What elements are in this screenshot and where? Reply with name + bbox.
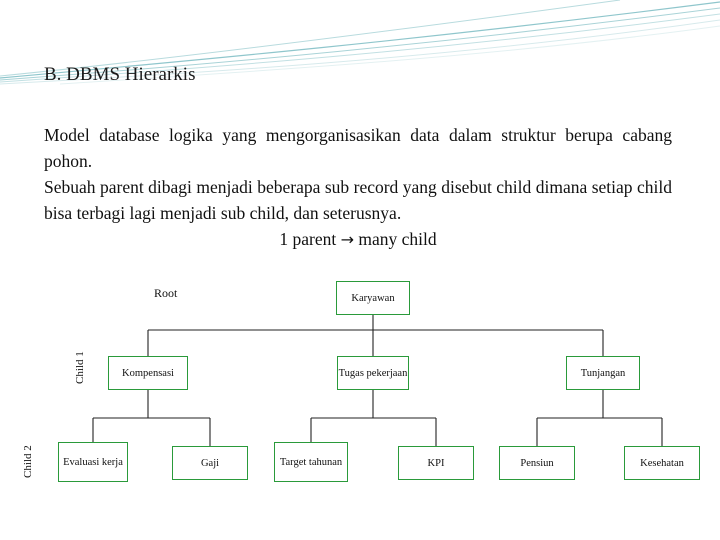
node-evaluasi-kerja: Evaluasi kerja xyxy=(58,442,128,482)
node-kpi: KPI xyxy=(398,446,474,480)
node-pensiun: Pensiun xyxy=(499,446,575,480)
node-tunjangan: Tunjangan xyxy=(566,356,640,390)
relation-right: many child xyxy=(358,229,437,249)
node-tugas-pekerjaan: Tugas pekerjaan xyxy=(337,356,409,390)
node-gaji: Gaji xyxy=(172,446,248,480)
relation-left: 1 parent xyxy=(279,229,337,249)
arrow-right-icon: → xyxy=(340,230,354,249)
node-target-tahunan: Target tahunan xyxy=(274,442,348,482)
node-kompensasi: Kompensasi xyxy=(108,356,188,390)
paragraph-definition: Model database logika yang mengorganisasikan data dalam struktur berupa cabang pohon. xyxy=(44,125,672,171)
root-level-label: Root xyxy=(154,286,178,300)
slide-title: B. DBMS Hierarkis xyxy=(44,64,196,85)
node-kesehatan: Kesehatan xyxy=(624,446,700,480)
child1-level-label: Child 1 xyxy=(74,351,86,384)
node-karyawan: Karyawan xyxy=(336,281,410,315)
paragraph-parent-child: Sebuah parent dibagi menjadi beberapa sub record yang disebut child dimana setiap child bisa terbagi lagi menjadi sub child, dan seterusnya. xyxy=(44,177,672,223)
child2-level-label: Child 2 xyxy=(22,445,34,478)
